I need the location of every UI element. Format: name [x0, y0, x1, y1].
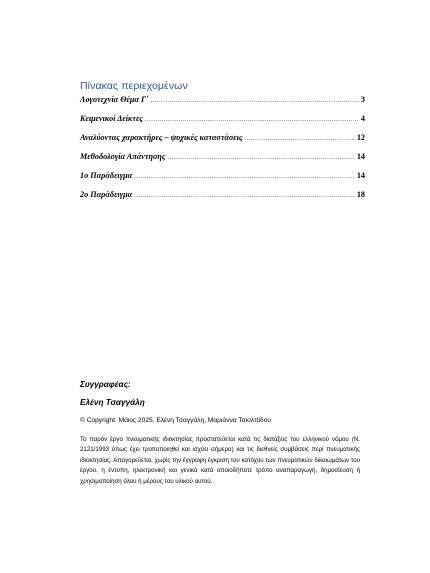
toc-entry-page: 4: [360, 114, 365, 123]
toc-dot-leader: [168, 152, 355, 161]
toc-entry[interactable]: [80, 95, 365, 107]
toc-entry-page: 14: [356, 152, 365, 161]
toc-entry-label: 2ο Παράδειγμα: [80, 190, 133, 199]
toc-entry[interactable]: [80, 114, 365, 126]
toc-dot-leader: [145, 114, 359, 123]
toc-entry-page: 3: [360, 95, 365, 104]
toc-entry-label: 1ο Παράδειγμα: [80, 171, 133, 180]
toc-entry-label: Λογοτεχνία Θέμα Γ΄: [80, 95, 149, 104]
legal-notice: Το παρόν έργο πνευματικής ιδιοκτησίας προστατεύεται κατά τις διατάξεις του ελληνικού νόμου (Ν. 2121/1993 όπως έχει τροποποιηθεί και ισχύει σήμερα) και τις διεθνείς συμβάσεις περί πνευματικής ιδιοκτησίας. Απαγορεύεται, χωρίς την έγγραφη έγκριση του κατόχου των πνευματικών δικαιωμάτων του έργου, η έντυπη, ηλεκτρονική και γενικά κατά οποιοδήποτε τρόπο αναπαραγωγή, δημοσίευση ή χρησιμοποίηση όλου ή μέρους του υλικού αυτού.: [80, 436, 360, 485]
toc-entry[interactable]: [80, 152, 365, 164]
toc-dot-leader: [134, 171, 355, 180]
toc-entry-page: 14: [356, 171, 365, 180]
toc-entry[interactable]: [80, 133, 365, 145]
toc-entry[interactable]: [80, 171, 365, 183]
toc-entry-label: Κειμενικοί Δείκτες: [80, 114, 143, 123]
toc-entry-label: Μεθοδολογία Απάντησης: [80, 152, 166, 161]
toc-entry-page: 12: [356, 133, 365, 142]
toc-entry-page: 18: [356, 190, 365, 199]
toc-entry-label: Αναλύοντας χαρακτήρες – ψυχικές καταστάσεις: [80, 133, 243, 142]
author-name: Ελένη Τσαγγάλη: [80, 398, 145, 407]
toc-entry[interactable]: [80, 190, 365, 202]
toc-dot-leader: [134, 190, 355, 199]
toc-title: Πίνακας περιεχομένων: [80, 80, 188, 92]
toc-dot-leader: [245, 133, 355, 142]
copyright-line: © Copyright: Μάιος 2025, Ελένη Τσαγγάλη, Μαριάννα Τσιολπίδου: [80, 417, 271, 424]
toc-dot-leader: [151, 95, 359, 104]
author-heading: Συγγραφέας:: [80, 380, 131, 389]
toc-list: [80, 95, 365, 209]
